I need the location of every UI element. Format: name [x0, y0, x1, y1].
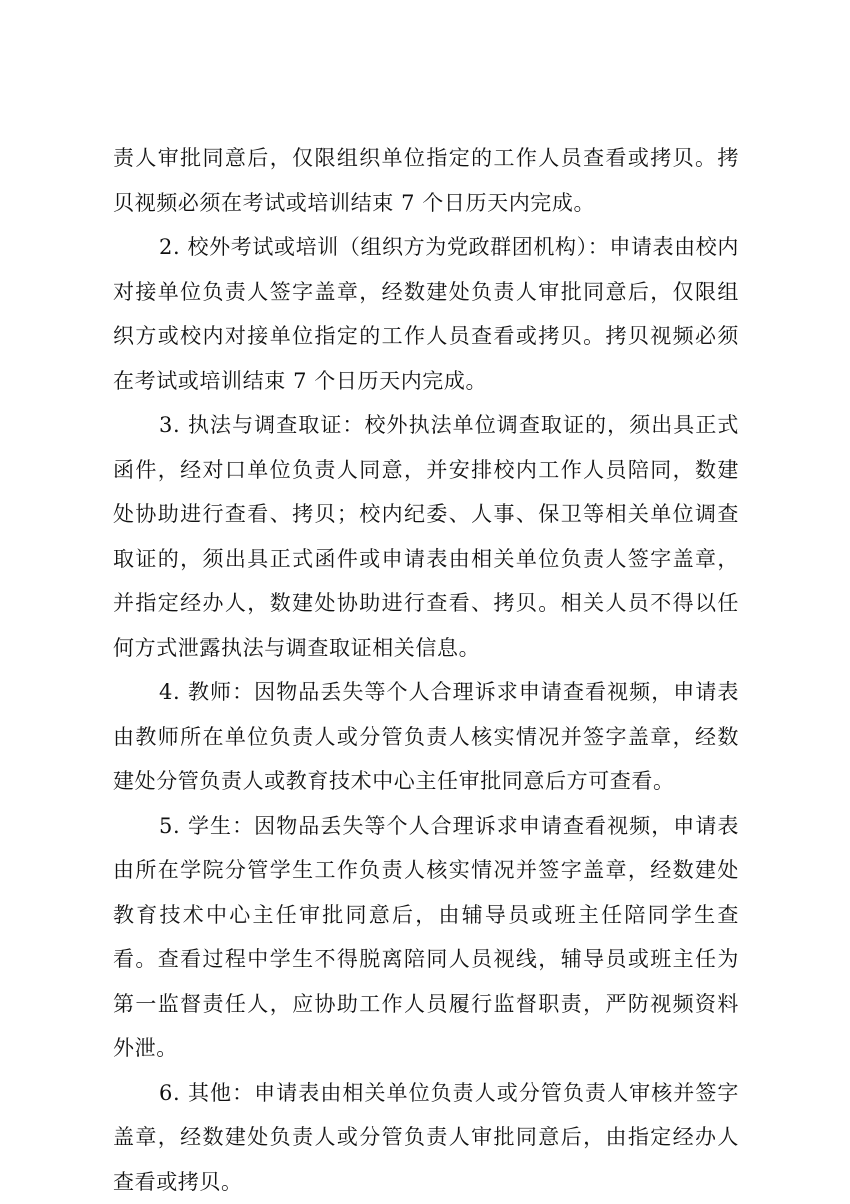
paragraph-item-2: 2. 校外考试或培训（组织方为党政群团机构）：申请表由校内对接单位负责人签字盖章，经数建处负责人审批同意后，仅限组织方或校内对接单位指定的工作人员查看或拷贝。拷贝视频必须在考试或培训结束 7 个日历天内完成。	[113, 225, 739, 403]
document-body	[113, 136, 739, 1204]
paragraph-item-6: 6. 其他：申请表由相关单位负责人或分管负责人审核并签字盖章，经数建处负责人或分管负责人审批同意后，由指定经办人查看或拷贝。	[113, 1071, 739, 1204]
paragraph-item-4: 4. 教师：因物品丢失等个人合理诉求申请查看视频，申请表由教师所在单位负责人或分管负责人核实情况并签字盖章，经数建处分管负责人或教育技术中心主任审批同意后方可查看。	[113, 670, 739, 804]
paragraph-continued: 责人审批同意后，仅限组织单位指定的工作人员查看或拷贝。拷贝视频必须在考试或培训结束 7 个日历天内完成。	[113, 136, 739, 225]
paragraph-item-3: 3. 执法与调查取证：校外执法单位调查取证的，须出具正式函件，经对口单位负责人同意，并安排校内工作人员陪同，数建处协助进行查看、拷贝；校内纪委、人事、保卫等相关单位调查取证的，须出具正式函件或申请表由相关单位负责人签字盖章，并指定经办人，数建处协助进行查看、拷贝。相关人员不得以任何方式泄露执法与调查取证相关信息。	[113, 403, 739, 670]
paragraph-item-5: 5. 学生：因物品丢失等个人合理诉求申请查看视频，申请表由所在学院分管学生工作负责人核实情况并签字盖章，经数建处教育技术中心主任审批同意后，由辅导员或班主任陪同学生查看。查看过程中学生不得脱离陪同人员视线，辅导员或班主任为第一监督责任人，应协助工作人员履行监督职责，严防视频资料外泄。	[113, 804, 739, 1071]
